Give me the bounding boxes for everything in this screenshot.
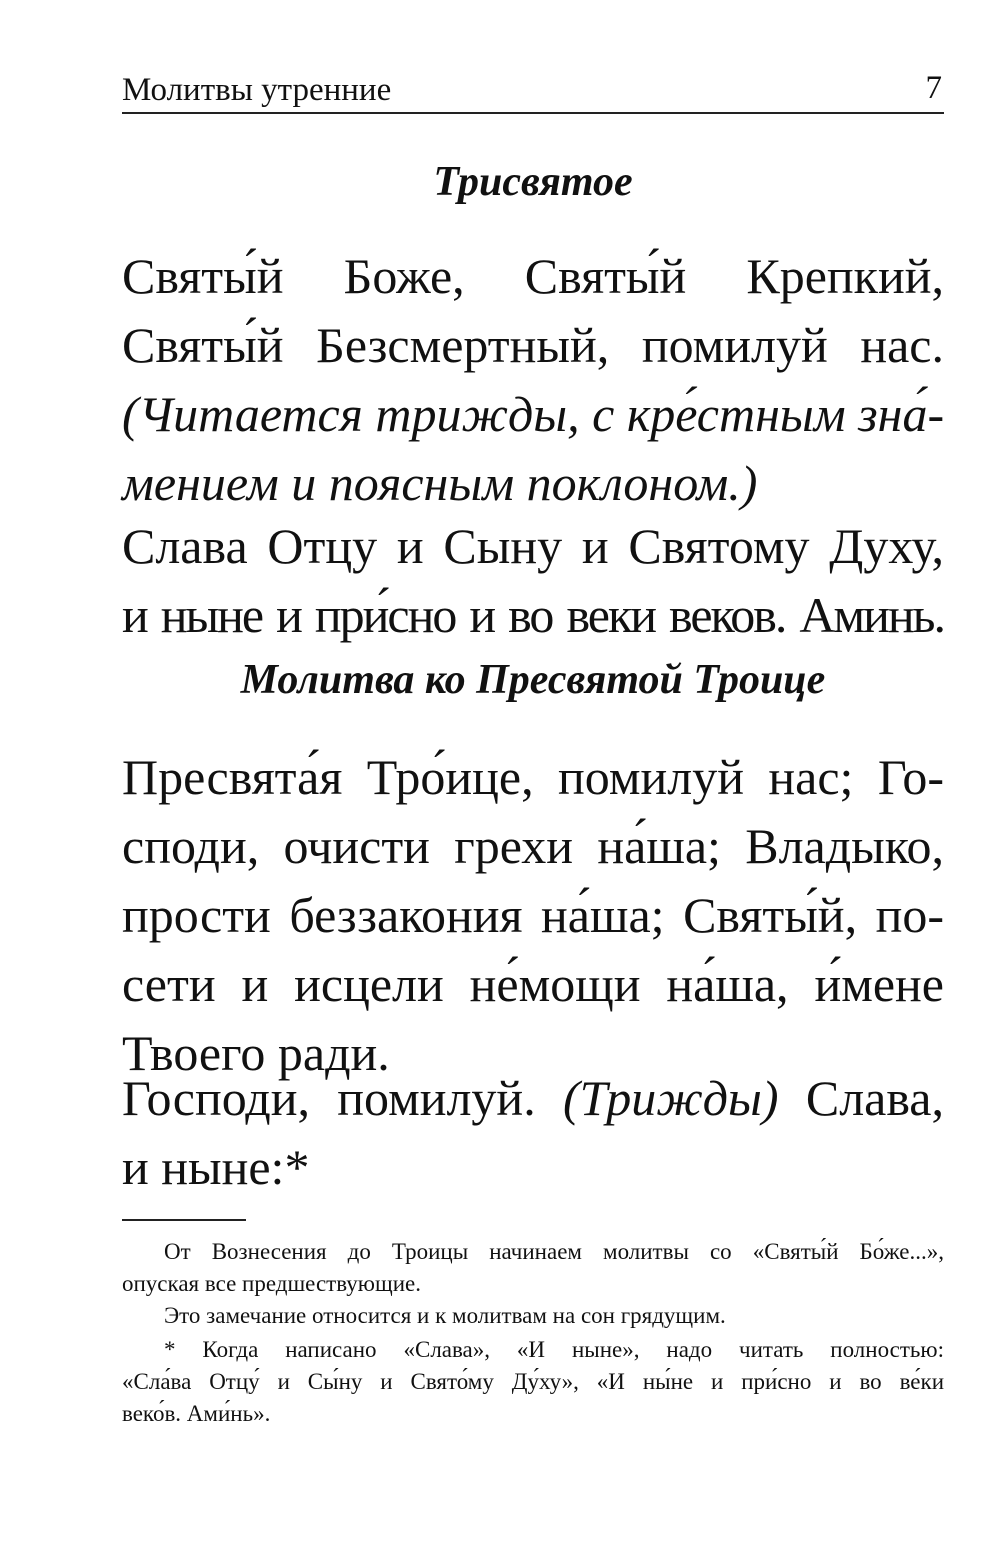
text-line: споди, очисти грехи на́ша; Владыко, (122, 818, 944, 874)
lord-have-mercy-paragraph (122, 1064, 944, 1202)
footnote-line: веко́в. Ами́нь». (122, 1401, 271, 1426)
footnote-line: опуская все предшествующие. (122, 1271, 421, 1296)
footnote-evening-prayers (122, 1300, 944, 1332)
rubric-line: мением и поясным поклоном.) (122, 455, 758, 511)
trinity-prayer-paragraph (122, 743, 944, 1088)
text-line: и ныне и при́сно и во веки веков. Аминь. (122, 587, 944, 643)
section-heading-trisagion: Трисвятое (433, 159, 633, 205)
text-line: Святы́й Боже, Святы́й Крепкий, (122, 248, 944, 304)
text-line: Пресвята́я Тро́ице, помилуй нас; Го- (122, 749, 944, 805)
rubric-line: (Читается трижды, с кре́стным зна́- (122, 386, 945, 442)
footnote-line: * Когда написано «Слава», «И ныне», надо читать полностью: (164, 1337, 944, 1362)
footnote-line: Это замечание относится и к молитвам на сон грядущим. (164, 1303, 726, 1328)
footnote-separator (122, 1219, 246, 1221)
rubric-thrice: (Трижды) (563, 1070, 779, 1126)
text-line: Твоего ради. (122, 1025, 390, 1081)
text-line: сети и исцели не́мощи на́ша, и́мене (122, 956, 944, 1012)
text-segment: Слава, (778, 1070, 944, 1126)
running-header (122, 68, 944, 114)
running-header-title: Молитвы утренние (122, 72, 392, 108)
text-line: Святы́й Безсмертный, помилуй нас. (122, 317, 944, 373)
page-number: 7 (925, 70, 942, 106)
text-line: прости беззакония на́ша; Святы́й, по- (122, 887, 944, 943)
text-line: Слава Отцу и Сыну и Святому Духу, (122, 518, 944, 574)
trisagion-paragraph (122, 242, 944, 518)
footnote-line: «Сла́ва Отцу́ и Сы́ну и Свято́му Ду́ху», «И ны́не и при́сно и во ве́ки (122, 1369, 944, 1394)
text-segment: Господи, помилуй. (122, 1070, 564, 1126)
section-heading-holy-trinity: Молитва ко Пресвятой Троице (240, 657, 826, 703)
glory-paragraph (122, 512, 944, 650)
footnote-ascension (122, 1236, 944, 1300)
footnote-line: От Вознесения до Троицы начинаем молитвы со «Святы́й Бо́же...», (164, 1239, 944, 1264)
text-line: и ныне:* (122, 1139, 310, 1195)
footnote-glory-note (122, 1334, 944, 1430)
text-line (122, 1064, 944, 1133)
